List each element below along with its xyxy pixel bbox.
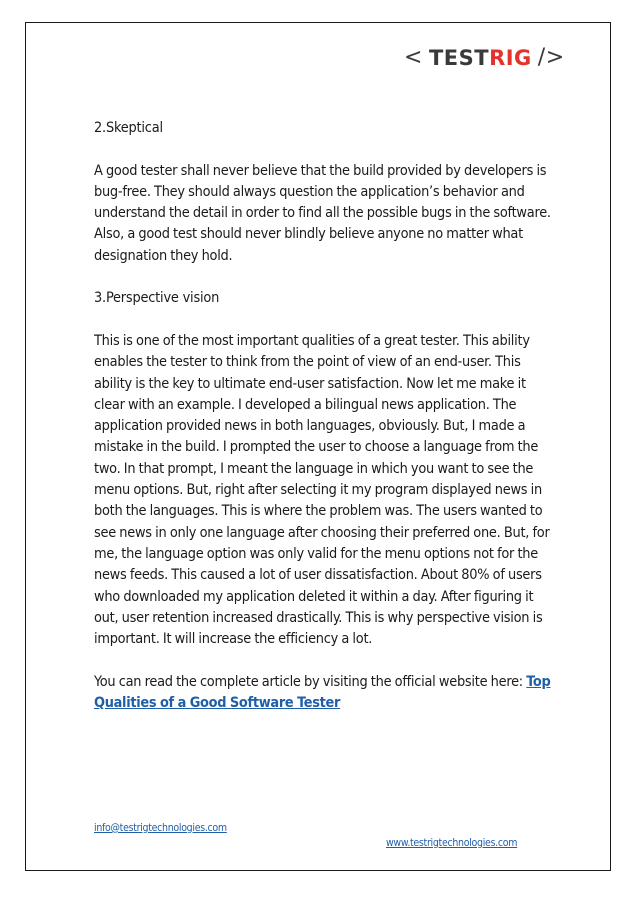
section-paragraph-skeptical: A good tester shall never believe that the build provided by developers is bug-free. They should always question the application’s behavior and understand the detail in order to find all the possible bugs in the software. Also, a good test should never blindly believe anyone no matter what designation they hold. bbox=[94, 162, 551, 264]
logo-close-bracket: /> bbox=[537, 45, 565, 70]
logo-text-rig: RIG bbox=[489, 46, 532, 70]
section-heading-perspective-vision: 3.Perspective vision bbox=[94, 290, 220, 307]
logo-text-test: TEST bbox=[428, 46, 490, 70]
section-heading-skeptical: 2.Skeptical bbox=[94, 120, 163, 136]
closing-text: You can read the complete article by visiting the official website here: bbox=[94, 673, 527, 690]
testrig-logo bbox=[404, 44, 565, 72]
footer-email-link[interactable]: info@testrigtechnologies.com bbox=[94, 822, 227, 834]
section-paragraph-perspective-vision: This is one of the most important qualities of a great tester. This ability enables the tester to think from the point of view of an end-user. This ability is the key to ultimate end-user satisfaction. Now let me make it clear with an example. I developed a bilingual news application. The application provided news in both languages, obviously. But, I made a mistake in the build. I prompted the user to choose a language from the two. In that prompt, I meant the language in which you want to see the menu options. But, right after selecting it my program displayed news in both the languages. This is where the problem was. The users wanted to see news in only one language after choosing their preferred one. But, for me, the language option was only valid for the menu options not for the news feeds. This caused a lot of user dissatisfaction. About 80% of users who downloaded my application deleted it within a day. After figuring it out, user retention increased drastically. This is why perspective vision is important. It will increase the efficiency a lot. bbox=[94, 332, 550, 648]
article-link[interactable]: Top Qualities of a Good Software Tester bbox=[94, 673, 551, 712]
logo-open-bracket: < bbox=[404, 45, 423, 70]
article-body bbox=[94, 118, 554, 736]
footer-website-link[interactable]: www.testrigtechnologies.com bbox=[386, 837, 518, 849]
closing-paragraph bbox=[94, 672, 554, 715]
